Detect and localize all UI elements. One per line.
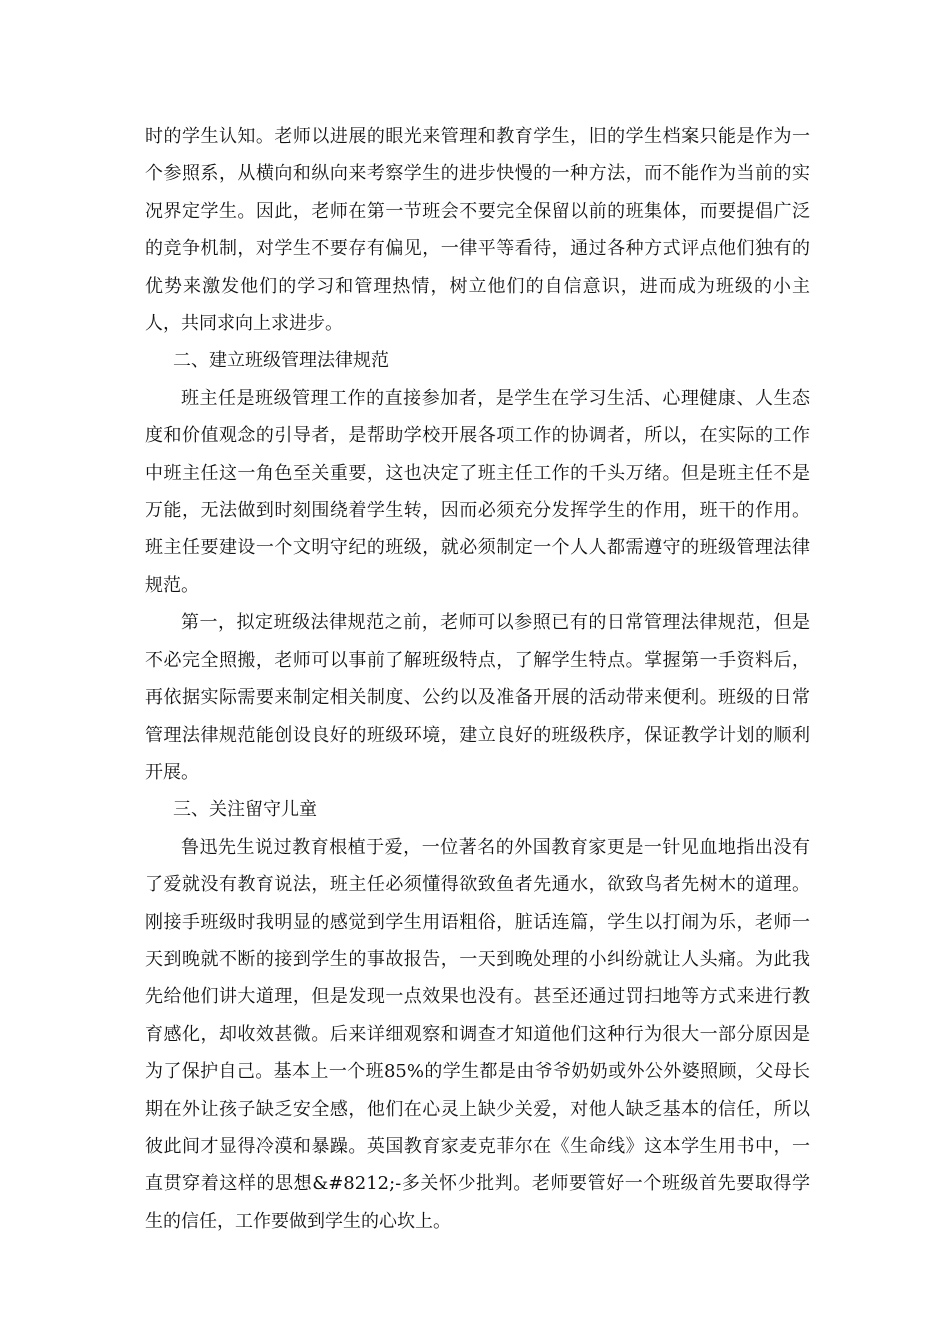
paragraph-left-behind-children: 鲁迅先生说过教育根植于爱，一位著名的外国教育家更是一针见血地指出没有了爱就没有教育说法，班主任必须懂得欲致鱼者先通水，欲致鸟者先树木的道理。刚接手班级时我明显的感觉到学生用语粗俗，脏话连篇，学生以打闹为乐，老师一天到晚就不断的接到学生的事故报告，一天到晚处理的小纠纷就让人头痛。为此我先给他们讲大道理，但是发现一点效果也没有。甚至还通过罚扫地等方式来进行教育感化，却收效甚微。后来详细观察和调查才知道他们这种行为很大一部分原因是为了保护自己。基本上一个班85%的学生都是由爷爷奶奶或外公外婆照顾，父母长期在外让孩子缺乏安全感，他们在心灵上缺少关爱，对他人缺乏基本的信任，所以彼此间才显得冷漠和暴躁。英国教育家麦克菲尔在《生命线》这本学生用书中，一直贯穿着这样的思想&#8212;-多关怀少批判。老师要管好一个班级首先要取得学生的信任，工作要做到学生的心坎上。: [145, 836, 810, 1232]
document-body: [145, 118, 810, 1240]
paragraph-class-teacher-role: 班主任是班级管理工作的直接参加者，是学生在学习生活、心理健康、人生态度和价值观念的引导者，是帮助学校开展各项工作的协调者，所以，在实际的工作中班主任这一角色至关重要，这也决定了班主任工作的千头万绪。但是班主任不是万能，无法做到时刻围绕着学生转，因而必须充分发挥学生的作用，班干的作用。班主任要建设一个文明守纪的班级，就必须制定一个人人都需遵守的班级管理法律规范。: [145, 387, 810, 596]
paragraph-first-rules: 第一，拟定班级法律规范之前，老师可以参照已有的日常管理法律规范，但是不必完全照搬，老师可以事前了解班级特点，了解学生特点。掌握第一手资料后，再依据实际需要来制定相关制度、公约以及准备开展的活动带来便利。班级的日常管理法律规范能创设良好的班级环境，建立良好的班级秩序，保证教学计划的顺利开展。: [145, 612, 810, 783]
paragraph-student-cognition: 时的学生认知。老师以进展的眼光来管理和教育学生，旧的学生档案只能是作为一个参照系，从横向和纵向来考察学生的进步快慢的一种方法，而不能作为当前的实况界定学生。因此，老师在第一节班会不要完全保留以前的班集体，而要提倡广泛的竞争机制，对学生不要存有偏见，一律平等看待，通过各种方式评点他们独有的优势来激发他们的学习和管理热情，树立他们的自信意识，进而成为班级的小主人，共同求向上求进步。: [145, 126, 810, 335]
section-heading-3: 三、关注留守儿童: [173, 799, 317, 821]
section-heading-2: 二、建立班级管理法律规范: [173, 350, 389, 372]
